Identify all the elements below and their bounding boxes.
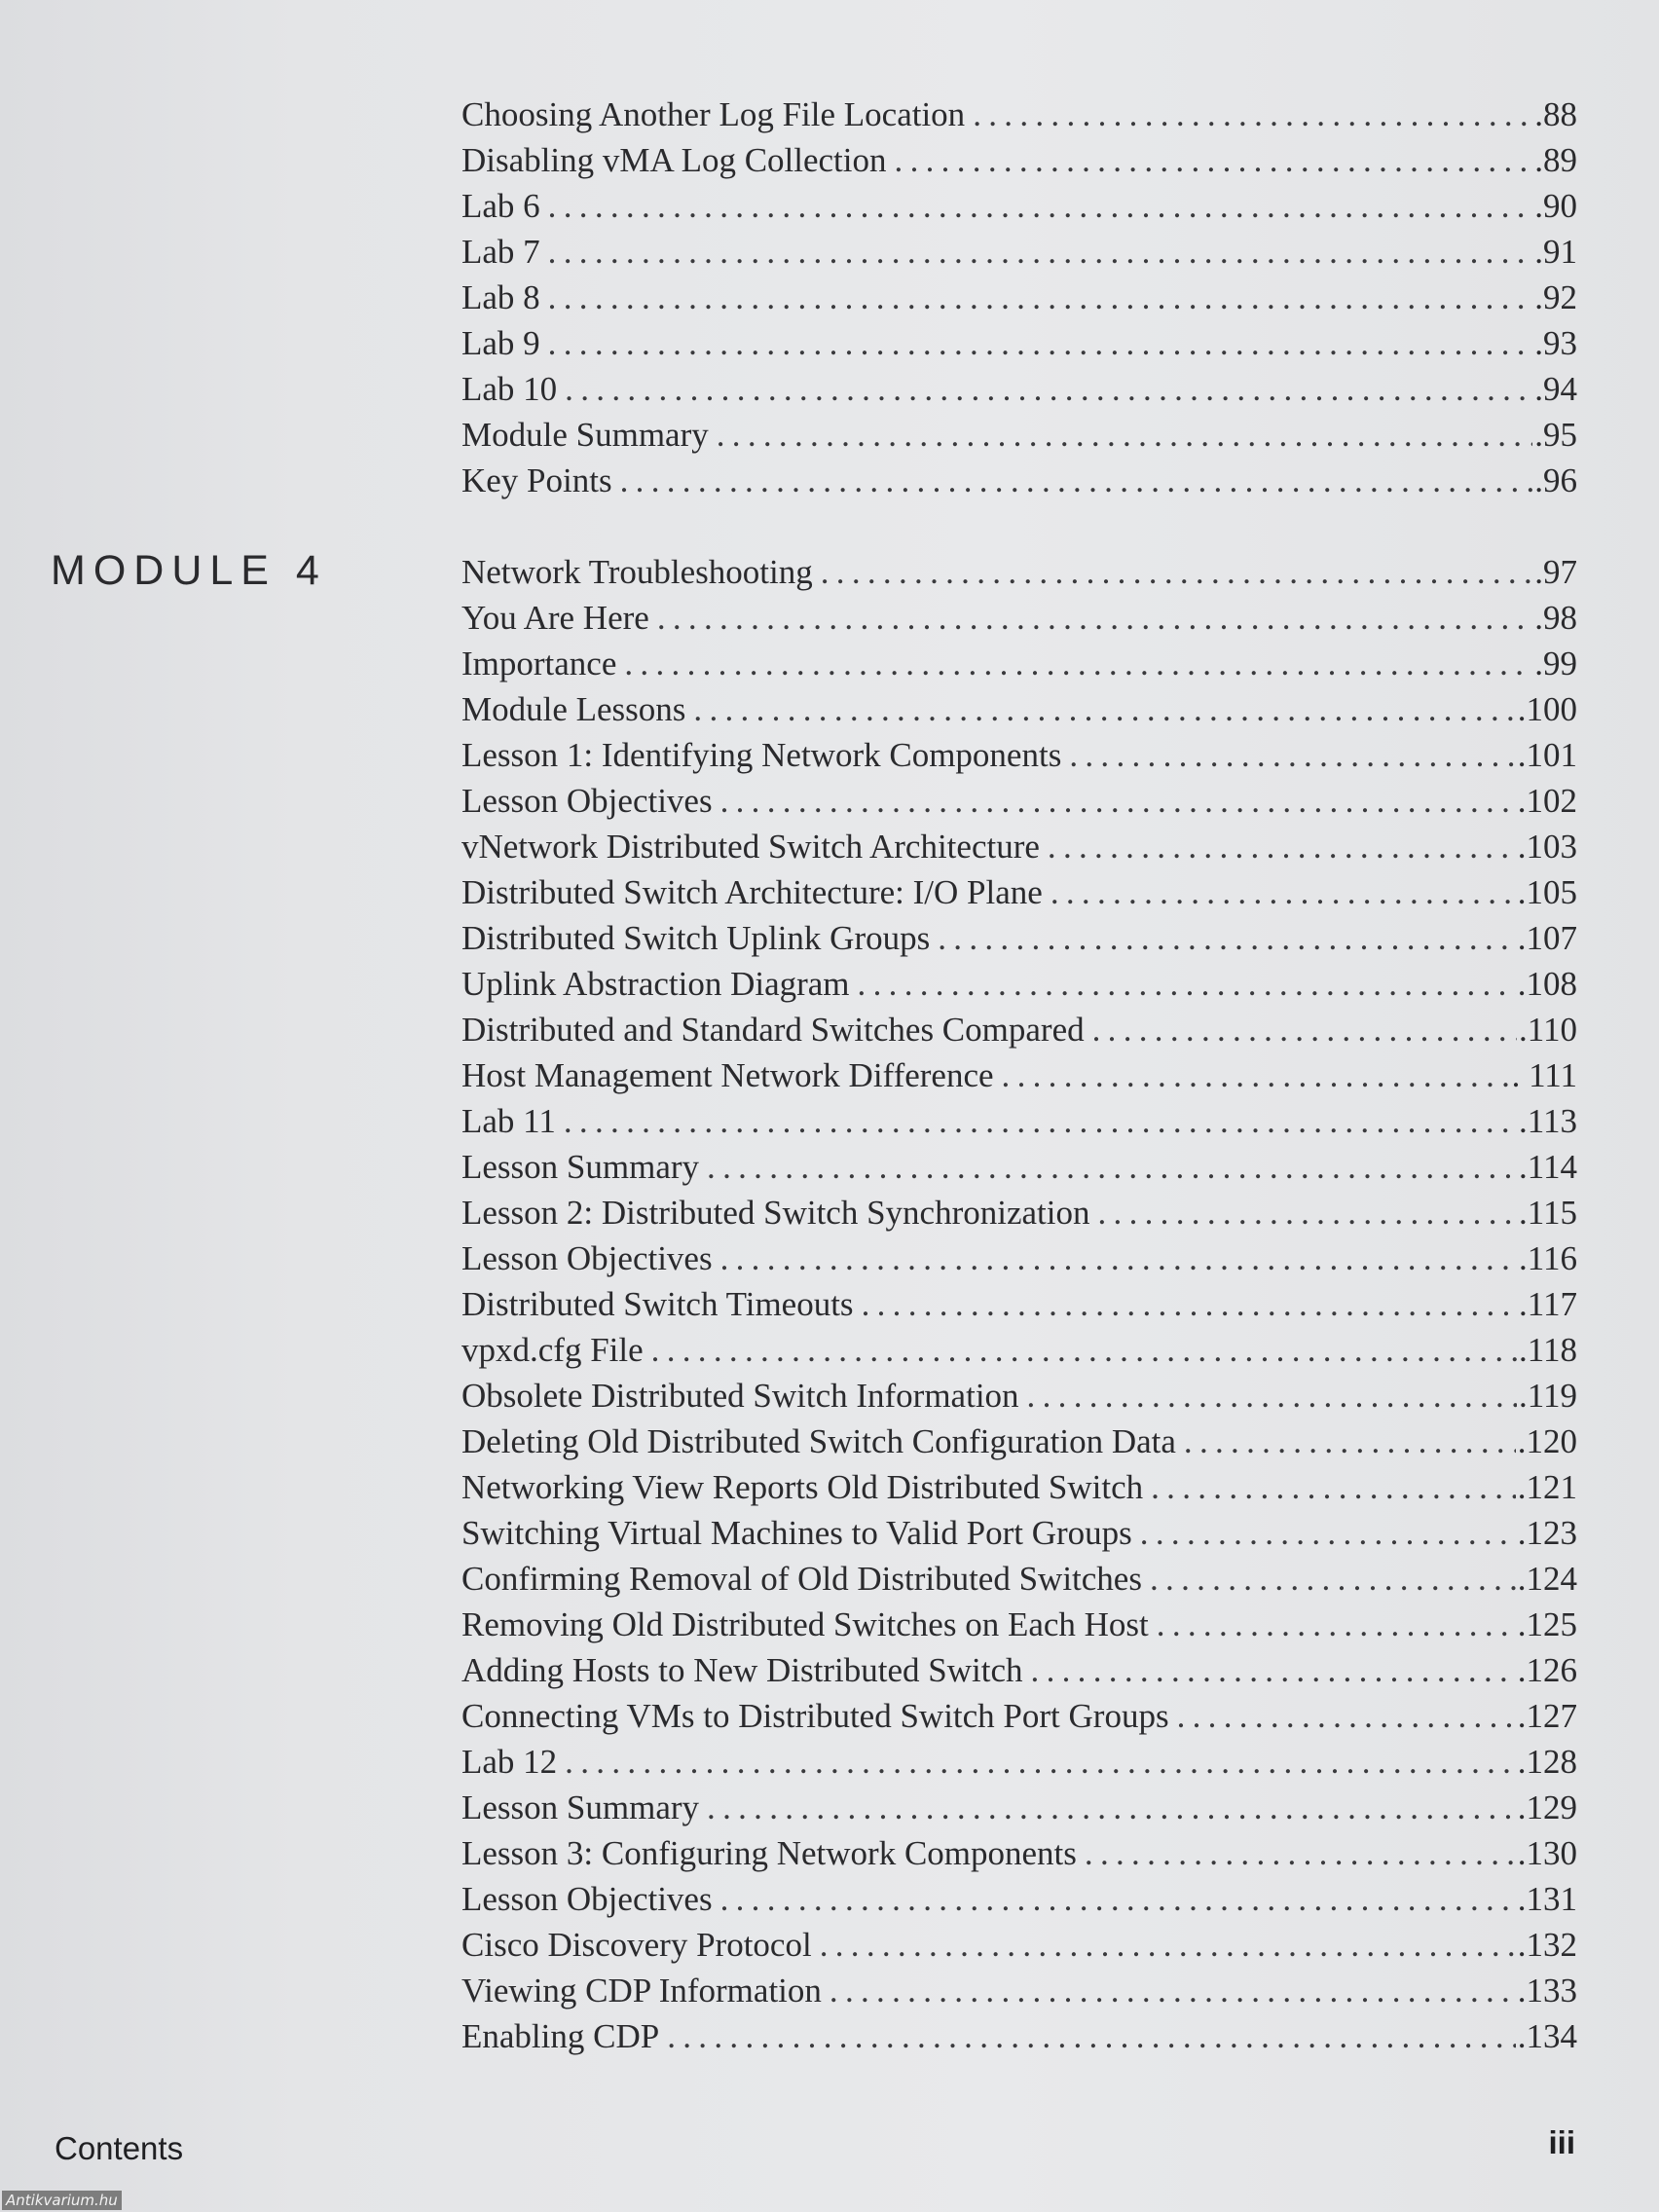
toc-entry-title: Importance — [461, 645, 617, 682]
toc-entry — [461, 782, 1577, 828]
dot-leader — [1176, 1422, 1516, 1461]
toc-entry-title: Distributed Switch Uplink Groups — [461, 919, 931, 957]
dot-leader — [1089, 1194, 1517, 1233]
toc-entry-page: .96 — [1534, 461, 1577, 499]
toc-entry-title: Cisco Discovery Protocol — [461, 1926, 812, 1964]
toc-entry-title: Lesson Summary — [461, 1788, 700, 1826]
toc-entry-page: .92 — [1534, 278, 1577, 316]
dot-leader — [709, 416, 1533, 455]
toc-entry-page: .101 — [1517, 736, 1577, 774]
toc-entry — [461, 1377, 1577, 1422]
toc-entry — [461, 1148, 1577, 1194]
toc-entry-page: .124 — [1517, 1560, 1577, 1598]
toc-entry — [461, 1972, 1577, 2017]
toc-entry-title: Removing Old Distributed Switches on Each Host — [461, 1605, 1149, 1643]
toc-entry-page: .117 — [1519, 1285, 1577, 1323]
dot-leader — [644, 1331, 1517, 1370]
toc-entry-title: Lesson Summary — [461, 1148, 700, 1186]
dot-leader — [699, 1148, 1517, 1187]
toc-entry-page: .127 — [1517, 1697, 1577, 1735]
toc-entry — [461, 690, 1577, 736]
dot-leader — [965, 95, 1532, 134]
toc-entry — [461, 1285, 1577, 1331]
dot-leader — [540, 187, 1533, 226]
toc-entry-page: .107 — [1517, 919, 1577, 957]
dot-leader — [812, 1926, 1516, 1965]
toc-entry-title: Distributed Switch Timeouts — [461, 1285, 854, 1323]
dot-leader — [616, 645, 1532, 683]
toc-entry-title: Lesson Objectives — [461, 782, 713, 820]
toc-entry-page: .102 — [1517, 782, 1577, 820]
dot-leader — [1085, 1011, 1517, 1050]
toc-entry-title: Lesson 3: Configuring Network Components — [461, 1834, 1077, 1872]
toc-entry-page: . 111 — [1511, 1056, 1577, 1094]
toc-entry-title: Disabling vMA Log Collection — [461, 141, 887, 179]
dot-leader — [649, 599, 1532, 638]
toc-entry-page: .133 — [1517, 1972, 1577, 2009]
toc-entry — [461, 1331, 1577, 1377]
toc-entry-title: Obsolete Distributed Switch Information — [461, 1377, 1019, 1415]
dot-leader — [557, 1743, 1516, 1782]
toc-entry — [461, 1651, 1577, 1697]
toc-entry-page: .116 — [1519, 1239, 1577, 1277]
toc-entry-page: .94 — [1534, 370, 1577, 408]
toc-entry — [461, 736, 1577, 782]
dot-leader — [540, 278, 1533, 317]
toc-entry — [461, 1926, 1577, 1972]
toc-entry-page: .126 — [1517, 1651, 1577, 1689]
toc-entry-title: Confirming Removal of Old Distributed Switches — [461, 1560, 1142, 1598]
toc-entry-page: .114 — [1519, 1148, 1577, 1186]
toc-entry — [461, 873, 1577, 919]
toc-entry-title: Lesson Objectives — [461, 1239, 713, 1277]
toc-entry-title: Viewing CDP Information — [461, 1972, 822, 2009]
toc-entry — [461, 95, 1577, 141]
toc-entry — [461, 1788, 1577, 1834]
toc-entry-title: Connecting VMs to Distributed Switch Port Groups — [461, 1697, 1169, 1735]
toc-entry-title: Networking View Reports Old Distributed Switch — [461, 1468, 1144, 1506]
dot-leader — [699, 1788, 1516, 1827]
toc-entry — [461, 1102, 1577, 1148]
toc-entry — [461, 919, 1577, 965]
toc-entry-title: Distributed and Standard Switches Compared — [461, 1011, 1085, 1049]
dot-leader — [1077, 1834, 1516, 1873]
toc-entry-page: .119 — [1519, 1377, 1577, 1415]
toc-entry — [461, 461, 1577, 507]
toc-list-module-4 — [461, 553, 1577, 2063]
toc-entry-title: Lab 9 — [461, 324, 540, 362]
dot-leader — [822, 1972, 1516, 2010]
toc-entry-page: .128 — [1517, 1743, 1577, 1781]
toc-entry-page: .98 — [1534, 599, 1577, 637]
dot-leader — [713, 1239, 1517, 1278]
dot-leader — [659, 2017, 1516, 2056]
toc-entry-title: Distributed Switch Architecture: I/O Plane — [461, 873, 1043, 911]
toc-entry — [461, 599, 1577, 645]
toc-entry — [461, 1468, 1577, 1514]
toc-entry — [461, 187, 1577, 233]
footer-section-label: Contents — [55, 2130, 184, 2166]
toc-entry-page: .105 — [1517, 873, 1577, 911]
dot-leader — [1061, 736, 1515, 775]
dot-leader — [887, 141, 1533, 180]
toc-entry — [461, 1880, 1577, 1926]
toc-entry-title: Lesson Objectives — [461, 1880, 713, 1918]
toc-entry-page: .100 — [1517, 690, 1577, 728]
dot-leader — [540, 233, 1533, 272]
toc-entry-title: Module Lessons — [461, 690, 686, 728]
dot-leader — [540, 324, 1533, 363]
toc-entry — [461, 1560, 1577, 1605]
dot-leader — [854, 1285, 1517, 1324]
dot-leader — [850, 965, 1516, 1004]
dot-leader — [1149, 1605, 1516, 1644]
toc-entry — [461, 233, 1577, 278]
toc-entry-title: Host Management Network Difference — [461, 1056, 994, 1094]
toc-entry — [461, 553, 1577, 599]
toc-entry — [461, 1605, 1577, 1651]
toc-entry — [461, 2017, 1577, 2063]
toc-entry-title: Lab 8 — [461, 278, 540, 316]
toc-entry-page: .113 — [1519, 1102, 1577, 1140]
toc-entry-page: .97 — [1534, 553, 1577, 591]
toc-entry-page: .129 — [1517, 1788, 1577, 1826]
toc-entry-title: vNetwork Distributed Switch Architecture — [461, 828, 1040, 866]
toc-entry-page: .134 — [1517, 2017, 1577, 2055]
toc-entry-title: Key Points — [461, 461, 612, 499]
toc-entry-page: .110 — [1519, 1011, 1577, 1049]
toc-entry — [461, 645, 1577, 690]
dot-leader — [1142, 1560, 1516, 1599]
toc-entry-page: .88 — [1534, 95, 1577, 133]
toc-entry-title: Network Troubleshooting — [461, 553, 813, 591]
toc-entry-page: .118 — [1519, 1331, 1577, 1369]
toc-entry-title: Enabling CDP — [461, 2017, 660, 2055]
toc-entry-page: .130 — [1517, 1834, 1577, 1872]
module-heading: MODULE 4 — [51, 547, 327, 594]
toc-entry-page: .103 — [1517, 828, 1577, 866]
watermark: Antikvarium.hu — [2, 2191, 122, 2210]
toc-entry-title: Choosing Another Log File Location — [461, 95, 966, 133]
toc-entry-title: Lesson 1: Identifying Network Components — [461, 736, 1062, 774]
toc-list-continued — [461, 95, 1577, 507]
dot-leader — [1043, 873, 1516, 912]
toc-entry-page: .125 — [1517, 1605, 1577, 1643]
toc-entry — [461, 1743, 1577, 1788]
toc-entry-page: .132 — [1517, 1926, 1577, 1964]
toc-entry-page: .108 — [1517, 965, 1577, 1003]
toc-entry-title: Lab 10 — [461, 370, 558, 408]
toc-entry-page: .93 — [1534, 324, 1577, 362]
toc-entry — [461, 1056, 1577, 1102]
toc-entry-title: You Are Here — [461, 599, 649, 637]
toc-entry-page: .120 — [1517, 1422, 1577, 1460]
toc-entry — [461, 1834, 1577, 1880]
dot-leader — [1169, 1697, 1516, 1736]
toc-entry — [461, 1011, 1577, 1056]
dot-leader — [1019, 1377, 1518, 1416]
toc-entry-page: .123 — [1517, 1514, 1577, 1552]
toc-entry-title: Lab 7 — [461, 233, 540, 271]
dot-leader — [557, 370, 1532, 409]
toc-entry-page: .121 — [1517, 1468, 1577, 1506]
toc-entry — [461, 416, 1577, 461]
dot-leader — [1143, 1468, 1516, 1507]
dot-leader — [685, 690, 1515, 729]
toc-entry — [461, 370, 1577, 416]
dot-leader — [1132, 1514, 1516, 1553]
footer-page-number: iii — [1548, 2124, 1575, 2160]
toc-entry — [461, 141, 1577, 187]
toc-entry-title: Module Summary — [461, 416, 709, 454]
toc-entry-title: Lab 11 — [461, 1102, 556, 1140]
toc-entry-title: Uplink Abstraction Diagram — [461, 965, 850, 1003]
toc-entry — [461, 324, 1577, 370]
toc-entry — [461, 965, 1577, 1011]
toc-entry — [461, 1514, 1577, 1560]
toc-entry — [461, 828, 1577, 873]
dot-leader — [556, 1102, 1517, 1141]
dot-leader — [994, 1056, 1510, 1095]
dot-leader — [713, 1880, 1516, 1919]
toc-entry — [461, 1239, 1577, 1285]
toc-entry — [461, 278, 1577, 324]
toc-entry-page: .99 — [1534, 645, 1577, 682]
toc-entry-page: .131 — [1517, 1880, 1577, 1918]
toc-entry-title: Deleting Old Distributed Switch Configuration Data — [461, 1422, 1176, 1460]
toc-entry-title: Adding Hosts to New Distributed Switch — [461, 1651, 1023, 1689]
toc-entry-title: vpxd.cfg File — [461, 1331, 644, 1369]
dot-leader — [930, 919, 1516, 958]
toc-entry-page: .95 — [1534, 416, 1577, 454]
toc-entry-page: .89 — [1534, 141, 1577, 179]
toc-entry-title: Switching Virtual Machines to Valid Port Groups — [461, 1514, 1132, 1552]
dot-leader — [813, 553, 1533, 592]
toc-entry — [461, 1422, 1577, 1468]
dot-leader — [612, 461, 1533, 500]
toc-entry-page: .91 — [1534, 233, 1577, 271]
toc-entry-title: Lesson 2: Distributed Switch Synchronization — [461, 1194, 1090, 1232]
toc-entry-title: Lab 6 — [461, 187, 540, 225]
toc-entry — [461, 1194, 1577, 1239]
toc-entry-title: Lab 12 — [461, 1743, 558, 1781]
dot-leader — [1023, 1651, 1516, 1690]
toc-entry — [461, 1697, 1577, 1743]
dot-leader — [1040, 828, 1516, 866]
toc-entry-page: .115 — [1519, 1194, 1577, 1232]
dot-leader — [713, 782, 1516, 821]
toc-entry-page: .90 — [1534, 187, 1577, 225]
